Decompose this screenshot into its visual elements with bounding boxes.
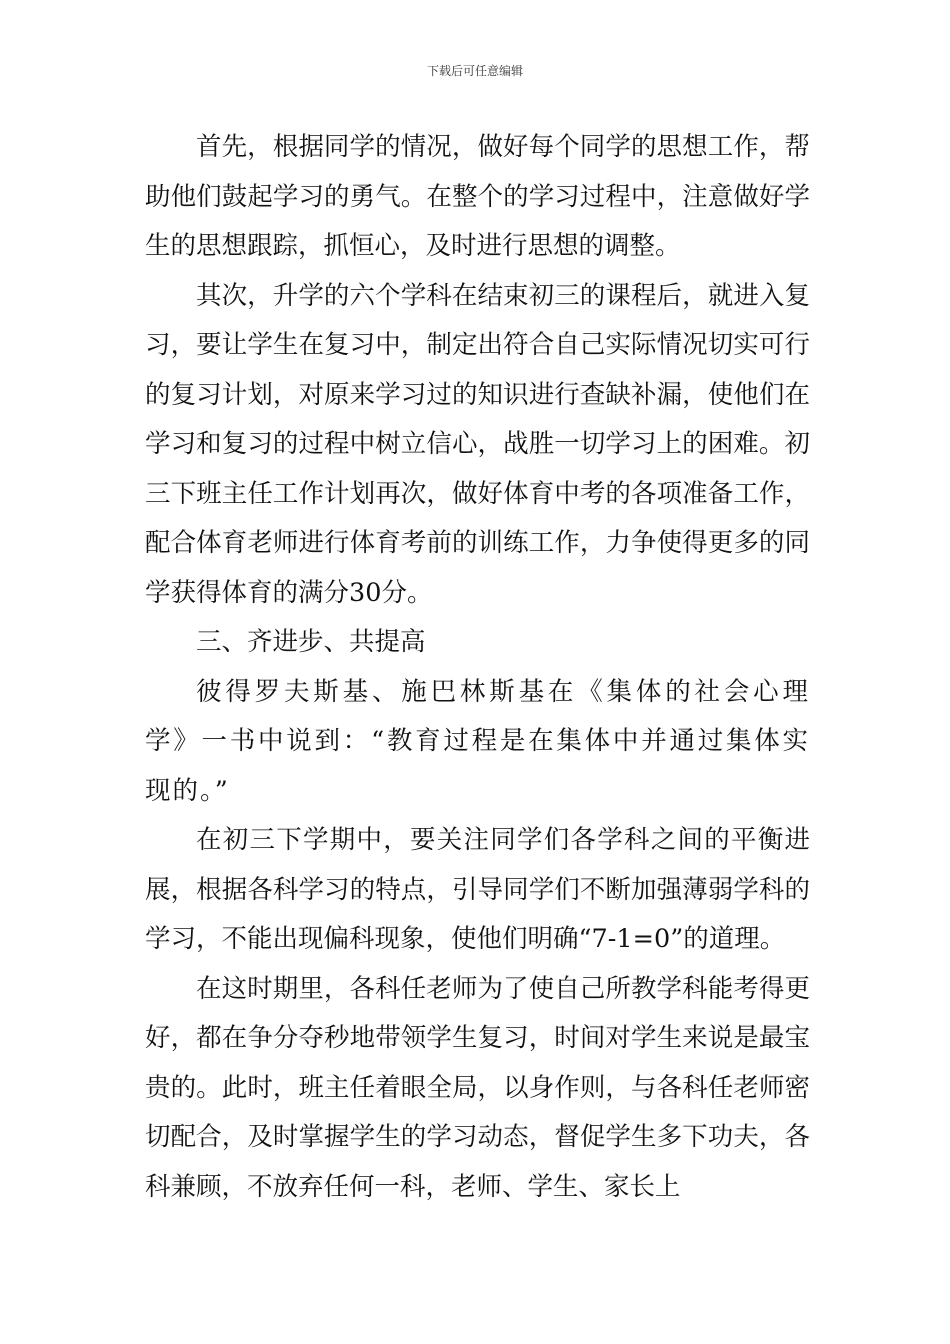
paragraph-period: 在这时期里，各科任老师为了使自己所教学科能考得更好，都在争分夺秒地带领学生复习，时间对学生来说是最宝贵的。此时，班主任着眼全局，以身作则，与各科任老师密切配合，及时掌握学生的学习动态，督促学生多下功夫，各科兼顾，不放弃任何一科，老师、学生、家长上 [145,973,810,1202]
paragraph-balance: 在初三下学期中，要关注同学们各学科之间的平衡进展，根据各科学习的特点，引导同学们不断加强薄弱学科的学习，不能出现偏科现象，使他们明确“7-1=0”的道理。 [145,825,810,954]
section-heading: 三、齐进步、共提高 [196,627,426,657]
paragraph-second: 其次，升学的六个学科在结束初三的课程后，就进入复习，要让学生在复习中，制定出符合自己实际情况切实可行的复习计划，对原来学习过的知识进行查缺补漏，使他们在学习和复习的过程中树立信心，战胜一切学习上的困难。初三下班主任工作计划再次，做好体育中考的各项准备工作，配合体育老师进行体育考前的训练工作，力争使得更多的同学获得体育的满分30分。 [145,280,810,608]
document-body [145,123,810,1212]
paragraph-quote: 彼得罗夫斯基、施巴林斯基在《集体的社会心理学》一书中说到：“教育过程是在集体中并通过集体实现的。” [145,676,810,806]
paragraph-first: 首先，根据同学的情况，做好每个同学的思想工作，帮助他们鼓起学习的勇气。在整个的学习过程中，注意做好学生的思想跟踪，抓恒心，及时进行思想的调整。 [145,132,810,261]
page-header: 下载后可任意编辑 [426,64,523,78]
